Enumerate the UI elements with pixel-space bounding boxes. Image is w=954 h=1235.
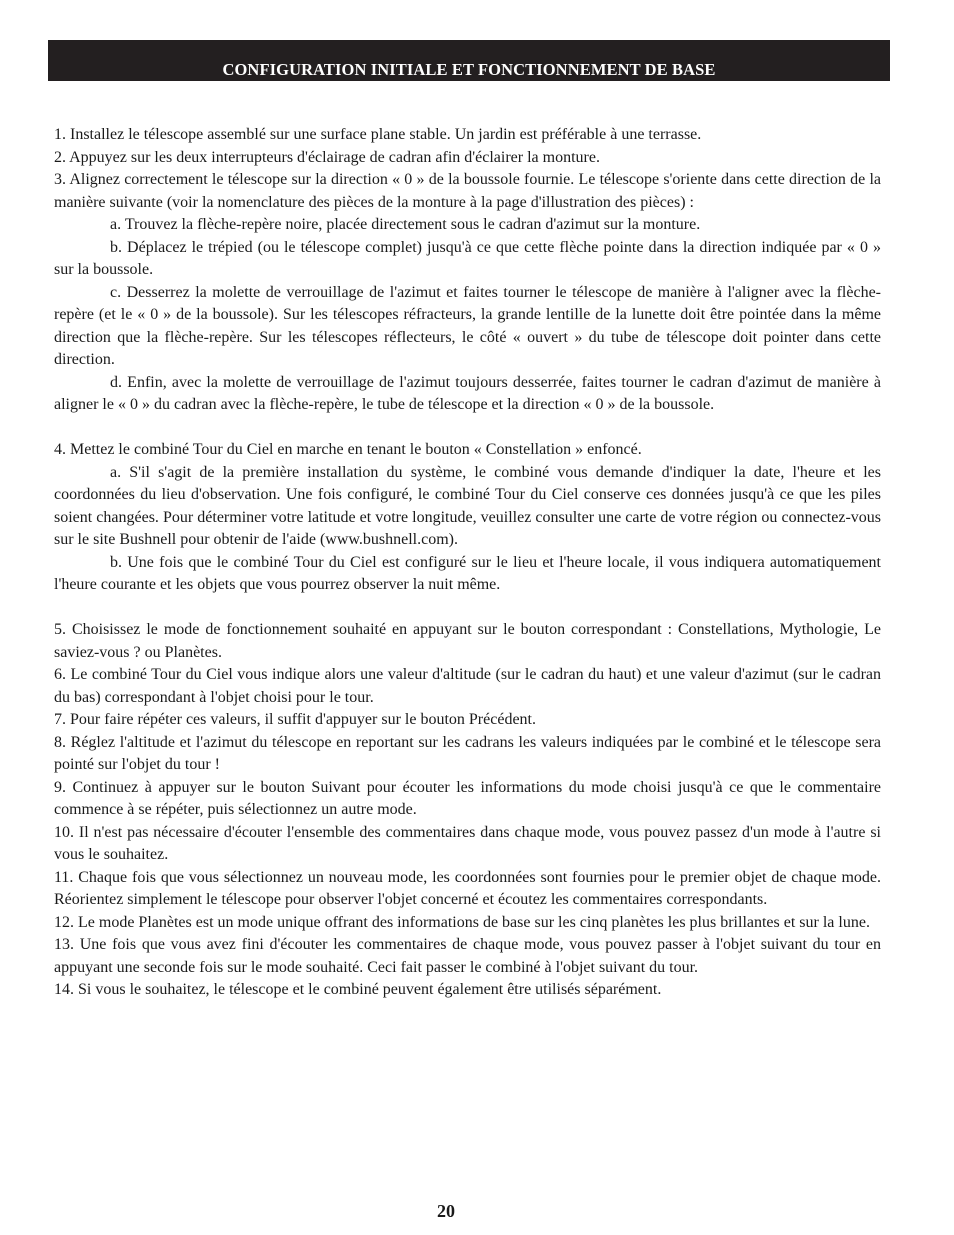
instruction-item: 7. Pour faire répéter ces valeurs, il suffit d'appuyer sur le bouton Précédent. xyxy=(54,711,536,728)
instruction-item: 4. Mettez le combiné Tour du Ciel en marche en tenant le bouton « Constellation » enfoncé. xyxy=(54,441,642,458)
instruction-subitem: b. Déplacez le trépied (ou le télescope complet) jusqu'à ce que cette flèche pointe dans la direction indiquée par « 0 » sur la boussole. xyxy=(54,238,881,278)
instruction-item: 13. Une fois que vous avez fini d'écouter les commentaires de chaque mode, vous pouvez passer à l'objet suivant du tour en appuyant une seconde fois sur le mode souhaité. Ceci fait passer le combiné à l'objet suivant du tour. xyxy=(54,936,881,976)
instruction-subitem: a. Trouvez la flèche-repère noire, placée directement sous le cadran d'azimut sur la monture. xyxy=(110,216,701,233)
instructions-body xyxy=(54,124,881,1002)
instruction-subitem: c. Desserrez la molette de verrouillage de l'azimut et faites tourner le télescope de manière à l'aligner avec la flèche-repère (et le « 0 » de la boussole). Sur les télescopes réfracteurs, la grande lentille de la lunette doit être pointée dans la même direction que la flèche-repère. Sur les télescopes réflecteurs, le côté « ouvert » du tube de télescope doit pointer dans cette direction. xyxy=(54,283,881,368)
instruction-item: 11. Chaque fois que vous sélectionnez un nouveau mode, les coordonnées sont fournies pour le premier objet de chaque mode. Réorientez simplement le télescope pour observer l'objet concerné et écoutez les commentaires correspondants. xyxy=(54,868,881,908)
section-title: CONFIGURATION INITIALE ET FONCTIONNEMENT DE BASE xyxy=(222,60,716,79)
page-number: 20 xyxy=(437,1201,455,1221)
instruction-item: 3. Alignez correctement le télescope sur la direction « 0 » de la boussole fournie. Le télescope s'oriente dans cette direction de la manière suivante (voir la nomenclature des pièces de la monture à la page d'illustration des pièces) : xyxy=(54,171,881,211)
instruction-item: 8. Réglez l'altitude et l'azimut du télescope en reportant sur les cadrans les valeurs indiquées par le combiné et le télescope sera pointé sur l'objet du tour ! xyxy=(54,733,881,773)
section-header-bar xyxy=(48,40,890,81)
instruction-subitem: a. S'il s'agit de la première installation du système, le combiné vous demande d'indiquer la date, l'heure et les coordonnées du lieu d'observation. Une fois configuré, le combiné Tour du Ciel conserve ces données jusqu'à ce que les piles soient changées. Pour déterminer votre latitude et votre longitude, veuillez consulter une carte de votre région ou connectez-vous sur le site Bushnell pour obtenir de l'aide (www.bushnell.com). xyxy=(54,463,881,548)
instruction-item: 12. Le mode Planètes est un mode unique offrant des informations de base sur les cinq planètes les plus brillantes et sur la lune. xyxy=(54,913,870,931)
instruction-item: 9. Continuez à appuyer sur le bouton Suivant pour écouter les informations du mode choisi jusqu'à ce que le commentaire commence à se répéter, puis sélectionnez un autre mode. xyxy=(54,778,881,818)
instruction-subitem: b. Une fois que le combiné Tour du Ciel est configuré sur le lieu et l'heure locale, il vous indiquera automatiquement l'heure courante et les objets que vous pourrez observer la nuit même. xyxy=(54,553,881,593)
instruction-item: 6. Le combiné Tour du Ciel vous indique alors une valeur d'altitude (sur le cadran du haut) et une valeur d'azimut (sur le cadran du bas) correspondant à l'objet choisi pour le tour. xyxy=(54,666,881,706)
instruction-subitem: d. Enfin, avec la molette de verrouillage de l'azimut toujours desserrée, faites tourner le cadran d'azimut de manière à aligner le « 0 » du cadran avec la flèche-repère, le tube de télescope et la direction « 0 » de la boussole. xyxy=(54,373,881,413)
paragraph-spacer xyxy=(54,597,881,620)
instruction-item: 1. Installez le télescope assemblé sur une surface plane stable. Un jardin est préférable à une terrasse. xyxy=(54,126,702,143)
instruction-item: 14. Si vous le souhaitez, le télescope et le combiné peuvent également être utilisés séparément. xyxy=(54,981,662,998)
paragraph-spacer xyxy=(54,417,881,440)
instruction-item: 2. Appuyez sur les deux interrupteurs d'éclairage de cadran afin d'éclairer la monture. xyxy=(54,148,600,166)
instruction-item: 10. Il n'est pas nécessaire d'écouter l'ensemble des commentaires dans chaque mode, vous pouvez passez d'un mode à l'autre si vous le souhaitez. xyxy=(54,823,881,863)
instruction-item: 5. Choisissez le mode de fonctionnement souhaité en appuyant sur le bouton correspondant : Constellations, Mythologie, Le saviez-vous ? ou Planètes. xyxy=(54,621,881,661)
